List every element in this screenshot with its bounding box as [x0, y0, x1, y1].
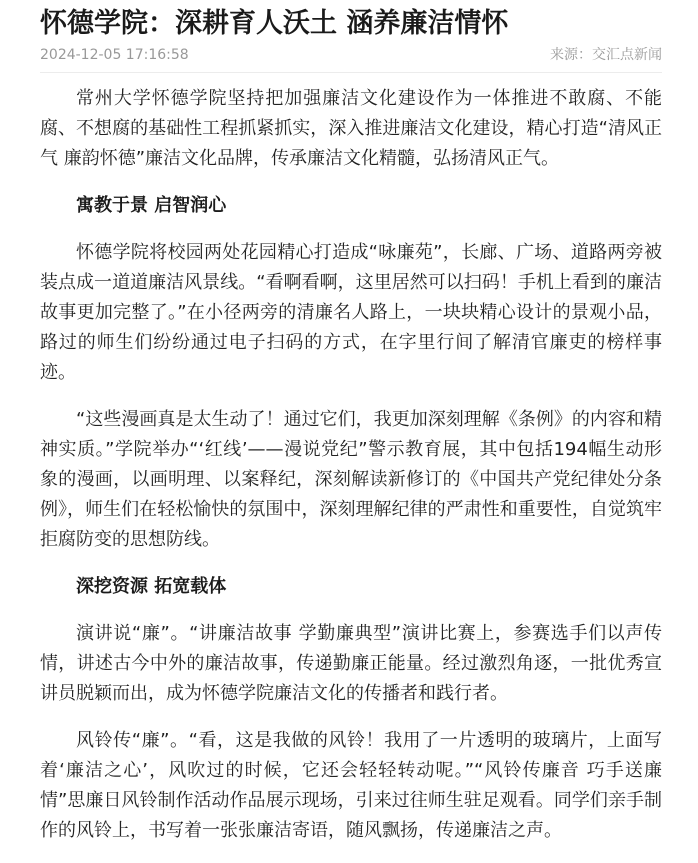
source-name: 交汇点新闻 — [592, 47, 662, 63]
title-divider — [40, 72, 662, 73]
paragraph: 演讲说“廉”。“讲廉洁故事 学勤廉典型”演讲比赛上，参赛选手们以声传情，讲述古今中外的廉洁故事，传递勤廉正能量。经过激烈角逐，一批优秀宣讲员脱颖而出，成为怀德学院廉洁文化的传播者和践行者。 — [40, 623, 662, 704]
paragraph: 风铃传“廉”。“看，这是我做的风铃！我用了一片透明的玻璃片，上面写着‘廉洁之心’，风吹过的时候，它还会轻轻转动呢。”“风铃传廉音 巧手送廉情”思廉日风铃制作活动作品展示现场，引来过往师生驻足观看。同学们亲手制作的风铃上，书写着一张张廉洁寄语，随风飘扬，传递廉洁之声。 — [40, 730, 662, 841]
section-heading: 寓教于景 启智润心 — [76, 195, 227, 216]
source-label: 来源： — [550, 47, 592, 63]
article-body — [40, 84, 662, 863]
paragraph: 怀德学院将校园两处花园精心打造成“咏廉苑”，长廊、广场、道路两旁被装点成一道道廉洁风景线。“看啊看啊，这里居然可以扫码！手机上看到的廉洁故事更加完整了。”在小径两旁的清廉名人路上，一块块精心设计的景观小品，路过的师生们纷纷通过电子扫码的方式，在字里行间了解清官廉吏的榜样事迹。 — [40, 242, 662, 383]
paragraph: “这些漫画真是太生动了！通过它们，我更加深刻理解《条例》的内容和精神实质。”学院举办“‘红线’——漫说党纪”警示教育展，其中包括194幅生动形象的漫画，以画明理、以案释纪，深刻解读新修订的《中国共产党纪律处分条例》，师生们在轻松愉快的氛围中，深刻理解纪律的严肃性和重要性，自觉筑牢拒腐防变的思想防线。 — [40, 409, 662, 550]
section-heading: 深挖资源 拓宽载体 — [76, 576, 227, 597]
article-title: 怀德学院：深耕育人沃土 涵养廉洁情怀 — [40, 8, 509, 39]
paragraph: 常州大学怀德学院坚持把加强廉洁文化建设作为一体推进不敢腐、不能腐、不想腐的基础性工程抓紧抓实，深入推进廉洁文化建设，精心打造“清风正气 廉韵怀德”廉洁文化品牌，传承廉洁文化精髓，弘扬清风正气。 — [40, 88, 662, 169]
article-meta — [40, 44, 662, 66]
publish-date: 2024-12-05 17:16:58 — [40, 47, 189, 63]
source-info — [550, 44, 662, 66]
